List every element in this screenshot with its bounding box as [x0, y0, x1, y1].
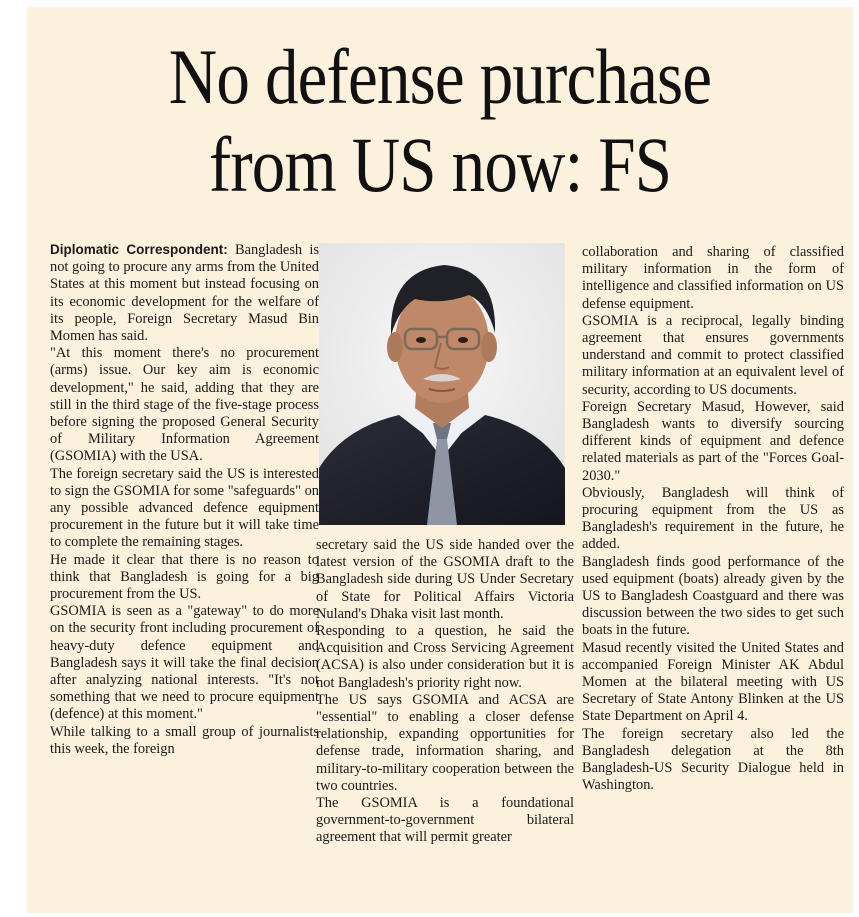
- portrait-photo: [319, 243, 565, 525]
- paragraph: He made it clear that there is no reason to think that Bangladesh is going for a big procurement from the US.: [50, 551, 319, 603]
- headline-line-1: No defense purchase: [168, 33, 712, 120]
- paragraph: Masud recently visited the United States and accompanied Foreign Minister AK Abdul Momen at the bilateral meeting with US Secretary of State Antony Blinken at the US State Department on April 4.: [582, 639, 844, 725]
- paragraph-text: Bangladesh is not going to procure any arms from the United States at this moment but instead focusing on its economic development for the welfare of its people, Foreign Secretary Masud Bin Momen has said.: [50, 242, 319, 345]
- portrait-illustration: [319, 243, 565, 525]
- headline-line-2: from US now: FS: [208, 121, 672, 208]
- article-column-3: [582, 244, 844, 795]
- paragraph: "At this moment there's no procurement (arms) issue. Our key aim is economic development," he said, adding that they are still in the third stage of the five-stage process before signing the proposed General Security of Military Information Agreement (GSOMIA) with the USA.: [50, 345, 319, 465]
- paragraph: The GSOMIA is a foundational government-to-government bilateral agreement that will permit greater: [316, 795, 574, 846]
- byline: Diplomatic Correspondent:: [50, 242, 228, 257]
- paragraph: While talking to a small group of journalists this week, the foreign: [50, 723, 319, 757]
- paragraph: GSOMIA is a reciprocal, legally binding agreement that ensures governments understand and commit to protect classified military information at an equivalent level of security, according to US documents.: [582, 312, 844, 398]
- paragraph: [50, 241, 319, 345]
- paragraph: GSOMIA is seen as a "gateway" to do more on the security front including procurement of heavy-duty defence equipment and Bangladesh says it will take the final decision after analyzing national interests. "It's not something that we need to procure equipment (defence) at this moment.": [50, 603, 319, 723]
- newspaper-clipping: [27, 7, 853, 913]
- paragraph: collaboration and sharing of classified military information in the form of intelligence and classified information on US defense equipment.: [582, 244, 844, 312]
- article-column-2: [316, 537, 574, 847]
- paragraph: Obviously, Bangladesh will think of procuring equipment from the US as Bangladesh's requirement in the future, he added.: [582, 484, 844, 553]
- paragraph: The foreign secretary said the US is interested to sign the GSOMIA for some "safeguards" on any possible advanced defence equipment procurement in the future but it will take time to complete the remaining stages.: [50, 465, 319, 551]
- paragraph: The US says GSOMIA and ACSA are "essential" to enabling a closer defense relationship, expanding opportunities for defense trade, information sharing, and military-to-military cooperation between the two countries.: [316, 691, 574, 794]
- article-column-1: [50, 241, 319, 758]
- paragraph: The foreign secretary also led the Bangladesh delegation at the 8th Bangladesh-US Security Dialogue held in Washington.: [582, 725, 844, 794]
- headline: [85, 33, 795, 209]
- paragraph: Responding to a question, he said the Acquisition and Cross Servicing Agreement (ACSA) is also under consideration but it is not Bangladesh's priority right now.: [316, 623, 574, 691]
- paragraph: secretary said the US side handed over the latest version of the GSOMIA draft to the Bangladesh side during US Under Secretary of State for Political Affairs Victoria Nuland's Dhaka visit last month.: [316, 537, 574, 622]
- paragraph: Bangladesh finds good performance of the used equipment (boats) already given by the US to Bangladesh Coastguard and there was discussion between the two sides to get such boats in the future.: [582, 553, 844, 639]
- paragraph: Foreign Secretary Masud, However, said Bangladesh wants to diversify sourcing different kinds of equipment and defence related materials as part of the "Forces Goal-2030.": [582, 398, 844, 484]
